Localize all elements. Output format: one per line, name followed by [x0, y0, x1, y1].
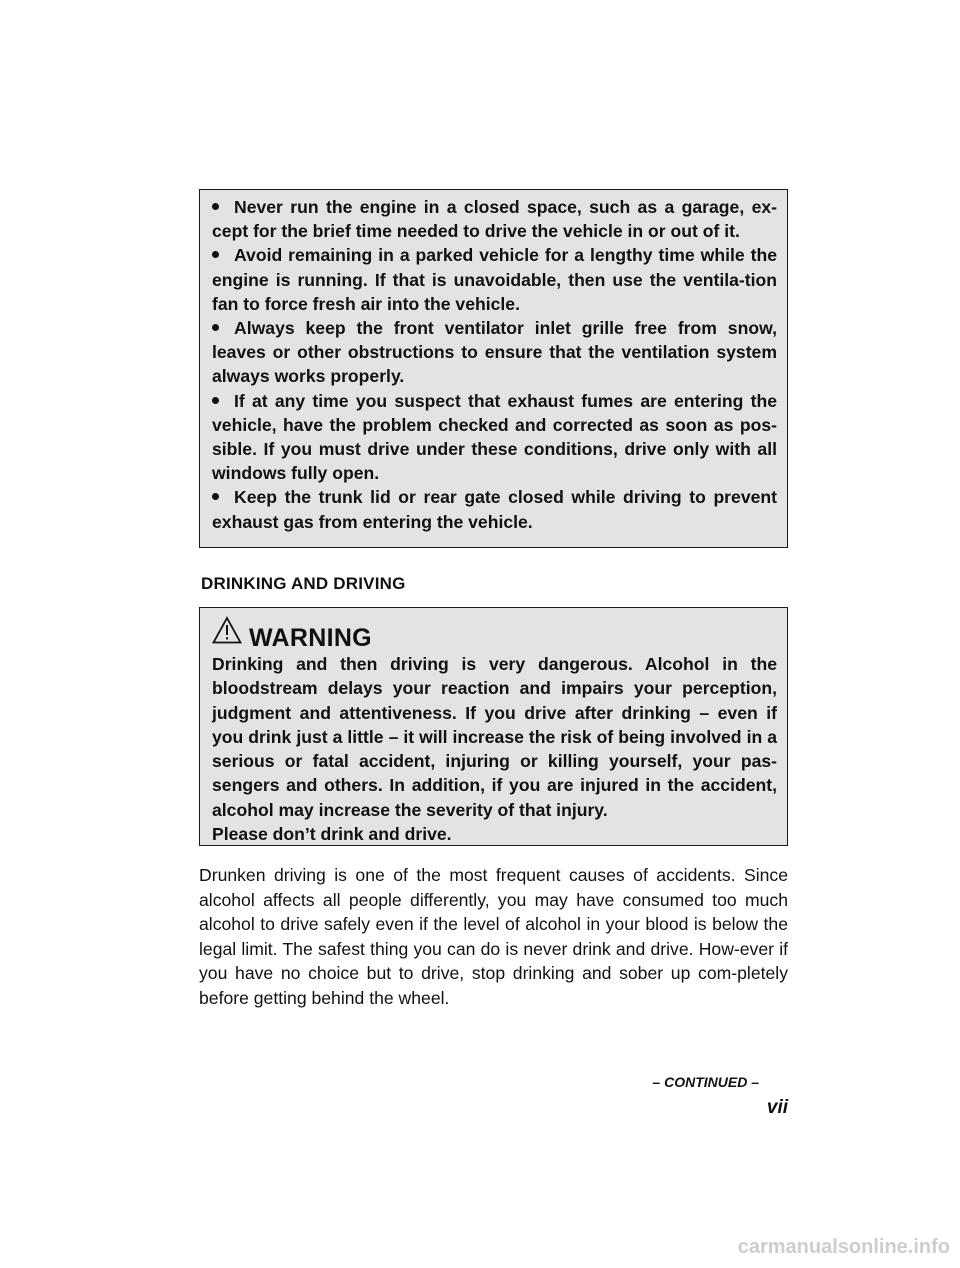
exhaust-precautions-box — [199, 189, 788, 548]
bullet-item — [212, 195, 777, 243]
warning-paragraph: Please don’t drink and drive. — [212, 824, 452, 845]
bullet-item — [212, 243, 777, 316]
section-heading: DRINKING AND DRIVING — [201, 574, 406, 593]
bullet-icon — [212, 389, 234, 413]
bullet-item — [212, 316, 777, 389]
watermark: carmanualsonline.info — [737, 1236, 950, 1258]
warning-box — [199, 607, 788, 846]
bullet-text: Never run the engine in a closed space, such as a garage, ex-cept for the brief time needed to drive the vehicle in or out of it. — [212, 197, 777, 242]
bullet-icon — [212, 485, 234, 509]
bullet-item — [212, 389, 777, 486]
bullet-icon — [212, 195, 234, 219]
body-paragraph: Drunken driving is one of the most frequent causes of accidents. Since alcohol affects all people differently, you may have consumed too much alcohol to drive safely even if the level of alcohol in your blood is below the legal limit. The safest thing you can do is never drink and drive. How-ever if you have no choice but to drive, stop drinking and sober up com-pletely before getting behind the wheel. — [199, 865, 788, 1008]
continued-label: – CONTINUED – — [652, 1074, 759, 1090]
warning-triangle-icon — [212, 616, 242, 644]
bullet-item — [212, 485, 777, 533]
bullet-icon — [212, 316, 234, 340]
bullet-text: Always keep the front ventilator inlet grille free from snow, leaves or other obstructions to ensure that the ventilation system always works properly. — [212, 318, 777, 387]
warning-header — [212, 616, 777, 652]
bullet-text: If at any time you suspect that exhaust fumes are entering the vehicle, have the problem checked and corrected as soon as pos-sible. If you must drive under these conditions, drive only with all windows fully open. — [212, 390, 777, 484]
bullet-text: Keep the trunk lid or rear gate closed while driving to prevent exhaust gas from entering the vehicle. — [212, 487, 777, 532]
warning-title: WARNING — [249, 624, 372, 652]
warning-paragraph: Drinking and then driving is very dangerous. Alcohol in the bloodstream delays your reaction and impairs your perception, judgment and attentiveness. If you drive after drinking – even if you drink just a little – it will increase the risk of being involved in a serious or fatal accident, injuring or killing yourself, your pas-sengers and others. In addition, if you are injured in the accident, alcohol may increase the severity of that injury. — [212, 654, 777, 820]
bullet-icon — [212, 243, 234, 267]
page-number: vii — [766, 1097, 788, 1118]
bullet-text: Avoid remaining in a parked vehicle for a lengthy time while the engine is running. If that is unavoidable, then use the ventila-tion fan to force fresh air into the vehicle. — [212, 245, 777, 314]
